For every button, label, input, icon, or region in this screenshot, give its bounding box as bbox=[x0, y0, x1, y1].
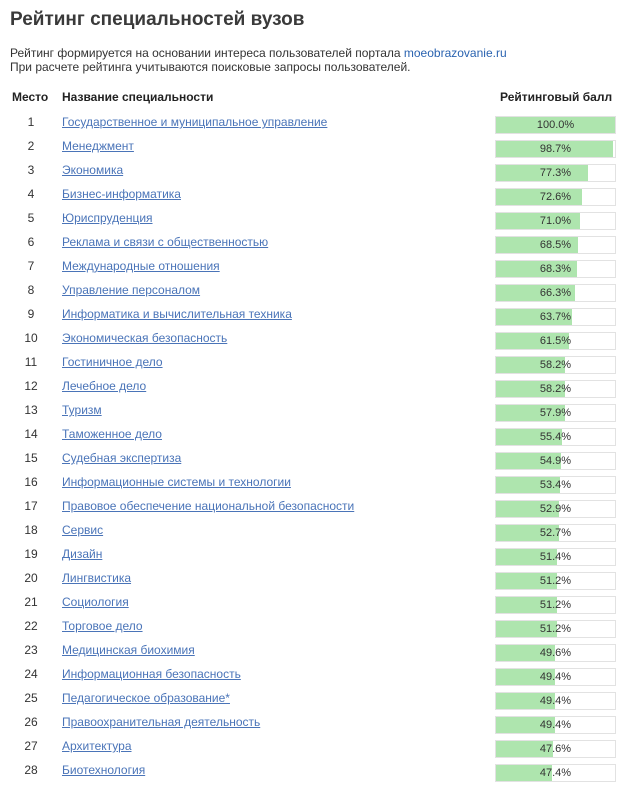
table-row bbox=[10, 616, 623, 640]
table-row bbox=[10, 184, 623, 208]
specialty-link[interactable]: Судебная экспертиза bbox=[62, 451, 182, 465]
table-row bbox=[10, 472, 623, 496]
score-bar bbox=[495, 692, 616, 710]
table-row bbox=[10, 424, 623, 448]
table-row bbox=[10, 304, 623, 328]
score-label: 100.0% bbox=[536, 119, 575, 131]
specialty-link[interactable]: Информатика и вычислительная техника bbox=[62, 307, 292, 321]
score-bar bbox=[495, 116, 616, 134]
score-label: 61.5% bbox=[539, 335, 572, 347]
score-bar bbox=[495, 140, 616, 158]
rank-cell: 23 bbox=[24, 643, 38, 657]
intro-line-1 bbox=[10, 46, 623, 60]
specialty-link[interactable]: Лечебное дело bbox=[62, 379, 147, 393]
score-label: 77.3% bbox=[539, 167, 572, 179]
table-row bbox=[10, 112, 623, 136]
rank-cell: 13 bbox=[24, 403, 38, 417]
rank-cell: 24 bbox=[24, 667, 38, 681]
column-header-score: Рейтинговый балл bbox=[500, 90, 613, 104]
specialty-link[interactable]: Менеджмент bbox=[62, 139, 134, 153]
score-label: 72.6% bbox=[539, 191, 572, 203]
rank-cell: 20 bbox=[24, 571, 38, 585]
rank-cell: 8 bbox=[27, 283, 35, 297]
table-row bbox=[10, 208, 623, 232]
score-label: 52.7% bbox=[539, 527, 572, 539]
rank-cell: 25 bbox=[24, 691, 38, 705]
score-label: 51.2% bbox=[539, 575, 572, 587]
score-bar bbox=[495, 524, 616, 542]
score-bar bbox=[495, 188, 616, 206]
table-row bbox=[10, 160, 623, 184]
score-label: 68.3% bbox=[539, 263, 572, 275]
score-bar bbox=[495, 716, 616, 734]
column-header-rank: Место bbox=[12, 90, 49, 104]
score-label: 47.4% bbox=[539, 767, 572, 779]
score-bar bbox=[495, 260, 616, 278]
specialty-link[interactable]: Правоохранительная деятельность bbox=[62, 715, 261, 729]
table-row bbox=[10, 544, 623, 568]
rank-cell: 10 bbox=[24, 331, 38, 345]
specialty-link[interactable]: Таможенное дело bbox=[62, 427, 162, 441]
specialty-link[interactable]: Управление персоналом bbox=[62, 283, 201, 297]
score-bar bbox=[495, 572, 616, 590]
table-row bbox=[10, 640, 623, 664]
specialty-link[interactable]: Лингвистика bbox=[62, 571, 132, 585]
rank-cell: 17 bbox=[24, 499, 38, 513]
score-bar bbox=[495, 428, 616, 446]
rank-cell: 18 bbox=[24, 523, 38, 537]
intro-line-2: При расчете рейтинга учитываются поисковые запросы пользователей. bbox=[10, 60, 411, 74]
rank-cell: 7 bbox=[27, 259, 35, 273]
table-row bbox=[10, 688, 623, 712]
specialty-link[interactable]: Гостиничное дело bbox=[62, 355, 163, 369]
score-label: 58.2% bbox=[539, 383, 572, 395]
score-label: 49.6% bbox=[539, 647, 572, 659]
score-label: 66.3% bbox=[539, 287, 572, 299]
score-label: 63.7% bbox=[539, 311, 572, 323]
specialty-link[interactable]: Экономика bbox=[62, 163, 124, 177]
table-row bbox=[10, 448, 623, 472]
table-row bbox=[10, 280, 623, 304]
table-row bbox=[10, 232, 623, 256]
table-row bbox=[10, 136, 623, 160]
score-label: 71.0% bbox=[539, 215, 572, 227]
table-row bbox=[10, 376, 623, 400]
score-bar bbox=[495, 236, 616, 254]
specialty-link[interactable]: Торговое дело bbox=[62, 619, 143, 633]
score-bar bbox=[495, 332, 616, 350]
table-row bbox=[10, 496, 623, 520]
score-bar bbox=[495, 452, 616, 470]
score-label: 51.2% bbox=[539, 623, 572, 635]
specialty-link[interactable]: Туризм bbox=[62, 403, 102, 417]
score-label: 47.6% bbox=[539, 743, 572, 755]
rank-cell: 27 bbox=[24, 739, 38, 753]
score-label: 51.4% bbox=[539, 551, 572, 563]
score-bar bbox=[495, 212, 616, 230]
specialty-link[interactable]: Информационная безопасность bbox=[62, 667, 241, 681]
score-bar bbox=[495, 596, 616, 614]
specialty-link[interactable]: Социология bbox=[62, 595, 129, 609]
specialty-link[interactable]: Педагогическое образование* bbox=[62, 691, 230, 705]
portal-name: moeobrazovanie.ru bbox=[403, 46, 507, 60]
score-bar bbox=[495, 284, 616, 302]
specialty-link[interactable]: Экономическая безопасность bbox=[62, 331, 228, 345]
rank-cell: 21 bbox=[24, 595, 38, 609]
score-bar bbox=[495, 620, 616, 638]
rank-cell: 1 bbox=[27, 115, 35, 129]
rank-cell: 16 bbox=[24, 475, 38, 489]
table-row bbox=[10, 256, 623, 280]
specialty-link[interactable]: Дизайн bbox=[62, 547, 103, 561]
ranking-table bbox=[10, 112, 623, 784]
score-bar bbox=[495, 164, 616, 182]
rank-cell: 14 bbox=[24, 427, 38, 441]
table-row bbox=[10, 568, 623, 592]
table-row bbox=[10, 760, 623, 784]
score-label: 55.4% bbox=[539, 431, 572, 443]
score-label: 53.4% bbox=[539, 479, 572, 491]
score-label: 57.9% bbox=[539, 407, 572, 419]
table-row bbox=[10, 520, 623, 544]
score-bar bbox=[495, 764, 616, 782]
table-row bbox=[10, 664, 623, 688]
score-bar bbox=[495, 404, 616, 422]
rank-cell: 15 bbox=[24, 451, 38, 465]
specialty-link[interactable]: Юриспруденция bbox=[62, 211, 153, 225]
table-row bbox=[10, 400, 623, 424]
specialty-link[interactable]: Архитектура bbox=[62, 739, 132, 753]
rank-cell: 6 bbox=[27, 235, 35, 249]
score-label: 49.4% bbox=[539, 719, 572, 731]
specialty-link[interactable]: Реклама и связи с общественностью bbox=[62, 235, 269, 249]
score-bar bbox=[495, 356, 616, 374]
rank-cell: 5 bbox=[27, 211, 35, 225]
rank-cell: 11 bbox=[24, 355, 38, 369]
rank-cell: 12 bbox=[24, 379, 38, 393]
score-label: 54.9% bbox=[539, 455, 572, 467]
specialty-link[interactable]: Бизнес-информатика bbox=[62, 187, 181, 201]
table-row bbox=[10, 328, 623, 352]
score-bar bbox=[495, 548, 616, 566]
column-header-name: Название специальности bbox=[62, 90, 214, 104]
rank-cell: 28 bbox=[24, 763, 38, 777]
specialty-link[interactable]: Сервис bbox=[62, 523, 104, 537]
score-label: 52.9% bbox=[539, 503, 572, 515]
specialty-link[interactable]: Медицинская биохимия bbox=[62, 643, 195, 657]
score-bar bbox=[495, 668, 616, 686]
score-label: 68.5% bbox=[539, 239, 572, 251]
score-bar bbox=[495, 308, 616, 326]
score-bar bbox=[495, 740, 616, 758]
table-header bbox=[10, 88, 623, 108]
specialty-link[interactable]: Правовое обеспечение национальной безопасности bbox=[62, 499, 355, 513]
specialty-link[interactable]: Биотехнология bbox=[62, 763, 146, 777]
score-label: 49.4% bbox=[539, 671, 572, 683]
intro-line-1-prefix: Рейтинг формируется на основании интереса пользователей портала bbox=[10, 46, 404, 60]
intro-text bbox=[10, 46, 623, 74]
score-bar bbox=[495, 380, 616, 398]
table-row bbox=[10, 712, 623, 736]
specialty-link[interactable]: Информационные системы и технологии bbox=[62, 475, 291, 489]
rank-cell: 22 bbox=[24, 619, 38, 633]
page-title: Рейтинг специальностей вузов bbox=[10, 9, 305, 30]
score-bar bbox=[495, 500, 616, 518]
rank-cell: 26 bbox=[24, 715, 38, 729]
specialty-link[interactable]: Международные отношения bbox=[62, 259, 220, 273]
specialty-link[interactable]: Государственное и муниципальное управление bbox=[62, 115, 328, 129]
rank-cell: 19 bbox=[24, 547, 38, 561]
table-row bbox=[10, 592, 623, 616]
score-label: 98.7% bbox=[539, 143, 572, 155]
rank-cell: 4 bbox=[27, 187, 35, 201]
rank-cell: 9 bbox=[27, 307, 35, 321]
score-bar bbox=[495, 644, 616, 662]
score-label: 49.4% bbox=[539, 695, 572, 707]
score-bar bbox=[495, 476, 616, 494]
table-row bbox=[10, 736, 623, 760]
score-label: 58.2% bbox=[539, 359, 572, 371]
rank-cell: 2 bbox=[27, 139, 35, 153]
score-label: 51.2% bbox=[539, 599, 572, 611]
table-row bbox=[10, 352, 623, 376]
rank-cell: 3 bbox=[27, 163, 35, 177]
